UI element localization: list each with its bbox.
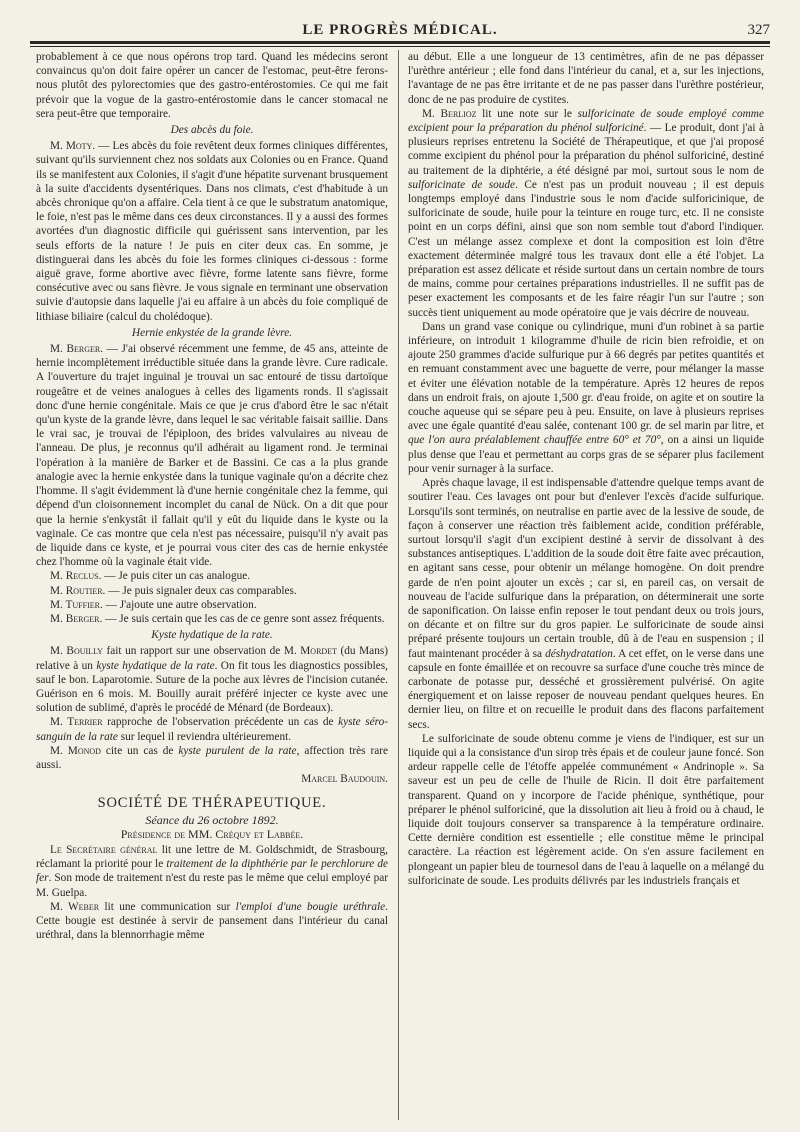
- paragraph: [408, 476, 764, 732]
- header-rule-thick: [30, 41, 770, 44]
- italic-text: que l'on aura préalablement chauffée entre 60° et 70°: [408, 434, 661, 447]
- paragraph-text: . On fit tous les diagnostics possibles, sauf le bon. Laparotomie. Suture de la poche aux lèvres de l'incision cutanée. Guérison en 6 mois. M. Bouilly aurait préféré injecter ce kyste avec une solution de sublimé, d'après le procédé de Ménard (de Bordeaux).: [36, 659, 388, 715]
- paragraph-text: — Je puis citer un cas analogue.: [101, 570, 251, 583]
- italic-text: kyste séro-sanguin de la rate: [36, 716, 388, 743]
- paragraph: Le sulforicinate de soude obtenu comme je viens de l'indiquer, est sur un liquide qui a la consistance d'un sirop très épais et de couleur jaune foncé. Son ardeur rappelle celle de l'étoffe appelée communément « Andrinople ». Sa saveur est un peu de celle de l'huile de Ricin. Il doit être parfaitement transparent. Quand on y incorpore de l'acide phénique, synthétique, pour préparer le phénol sulforiciné, que la dissolution ait lieu à froid ou à chaud, le liquide doit toujours conserver sa transparence à la température ordinaire. Cette dernière condition est essentielle ; elle constitue même le principal caractère. La réaction est légèrement acide. On s'en assure facilement en plongeant un papier bleu de tournesol dans de l'eau à laquelle on a mélangé du sulforicinate de soude. Les produits délivrés par les industriels français et: [408, 732, 764, 887]
- italic-text: sulforicinate de soude employé comme excipient pour la préparation du phénol sulforiciné: [408, 107, 764, 135]
- paragraph-text: sur lequel il reviendra ultérieurement.: [117, 730, 292, 743]
- speaker-name: M. Monod: [50, 744, 101, 757]
- paragraph-text: lit une communication sur: [99, 900, 236, 913]
- italic-text: traitement de la diphthérie par le perchlorure de fer: [36, 858, 388, 885]
- speaker-name: M. Terrier: [50, 716, 103, 729]
- speaker-name: M. Berlioz: [422, 107, 477, 120]
- paragraph: [408, 320, 764, 476]
- speaker-name: Le Secrétaire général: [50, 843, 158, 856]
- italic-text: déshydratation: [545, 647, 613, 660]
- paragraph-text: . — Le produit, dont j'ai à plusieurs reprises entretenu la Société de Thérapeutique, et que j'ai proposé comme excipient du phénol pour la préparation du phénol sulforiciné, destiné au traitement de la diphtérie, a été désigné par moi, surtout sous le nom de: [408, 122, 764, 177]
- paragraph-text: cite un cas de: [100, 744, 179, 757]
- speaker-name: M. Berger.: [50, 343, 104, 356]
- paragraph: probablement à ce que nous opérons trop tard. Quand les médecins seront convaincus qu'on doit faire opérer un cancer de l'estomac, peut-être ferons-nous plutôt des pylorectomies que des gastro-entérostomies. Ce qui me fait prévoir que la vogue de la gastro-entérostomie dans le cancer stomacal ne sera peut-être que temporaire.: [36, 51, 388, 120]
- paragraph-text: . Son mode de traitement n'est du reste pas le même que celui employé par M. Guelpa.: [36, 872, 388, 899]
- speaker-name: M. Tuffier.: [50, 598, 103, 611]
- italic-text: sulforicinate de soude: [408, 178, 516, 191]
- paragraph: [36, 598, 388, 612]
- section-subtitle: Kyste hydatique de la rate.: [151, 629, 273, 642]
- section-subtitle: Hernie enkystée de la grande lèvre.: [131, 326, 293, 339]
- speaker-name: M. Reclus.: [50, 570, 102, 583]
- paragraph: [36, 900, 388, 943]
- presidency-line: Présidence de MM. Créquy et Labbée.: [120, 826, 304, 841]
- paragraph: [36, 644, 388, 715]
- paragraph: [36, 715, 388, 743]
- paragraph: [36, 843, 388, 900]
- paragraph-text: . Cette bougie est destinée à servir de pansement dans l'intérieur du canal uréthral, dans la blennorrhagie même: [36, 900, 388, 942]
- header-rule-thin: [30, 46, 770, 47]
- page-number: 327: [747, 22, 770, 38]
- paragraph-text: lit une note sur le: [476, 107, 578, 120]
- paragraph-text: rapproche de l'observation précédente un cas de: [102, 716, 339, 729]
- paragraph: [36, 342, 388, 569]
- running-title: LE PROGRÈS MÉDICAL.: [302, 22, 498, 38]
- author-signature: Marcel Baudouin.: [301, 773, 388, 786]
- paragraph-text: , affection très rare aussi.: [36, 744, 388, 771]
- section-subtitle: Des abcès du foie.: [170, 124, 254, 137]
- speaker-name: M. Mordet: [283, 645, 337, 658]
- society-title: SOCIÉTÉ DE THÉRAPEUTIQUE.: [97, 795, 327, 812]
- paragraph-text: — J'ai observé récemment une femme, de 45 ans, atteinte de hernie incomplètement irréductible située dans la grande lèvre. Cure radicale. A l'ouverture du trajet inguinal je trouvai un sac entouré de tissu dartoïque rougeâtre et de veines analogues à celles des ligaments ronds. Il s'agissait donc d'une hernie congénitale. Mais ce que je crus d'abord être le sac n'était qu'un kyste de la grande lèvre, dans lequel le sac véritable faisait saillie. Dans le vrai sac, je trouvai de l'épiploon, des brides valvulaires au niveau de l'anneau. De plus, je reconnus qu'il adhérait au ligament rond. Je terminai l'opération à la manière de Barker et de Bassini. Ce cas a la plus grande analogie avec la hernie enkystée dans la tunique vaginale qu'on a décrite chez l'homme. Il s'agit évidemment là d'une hernie congénitale chez la femme, qui dépend d'un cloisonnement incomplet du canal de Nück. On a dit que pour que la hernie s'enkystât il fallait qu'il y eût du liquide dans le kyste ou la vaginale. Ce cas montre que cela n'est pas nécessaire, puisqu'il n'y avait pas de liquide dans ce kyste, et je pourrai vous citer des cas de hernie enkystée chez l'homme où la vaginale était vide.: [36, 343, 388, 569]
- paragraph: [408, 107, 764, 320]
- italic-text: l'emploi d'une bougie uréthrale: [235, 900, 386, 913]
- paragraph-text: (du Mans) relative à un: [36, 645, 388, 672]
- paragraph-text: — J'ajoute une autre observation.: [102, 598, 257, 611]
- paragraph-text: — Je puis signaler deux cas comparables.: [105, 584, 297, 597]
- paragraph: [36, 139, 388, 324]
- speaker-name: M. Routier.: [50, 584, 106, 597]
- paragraph-text: . Ce n'est pas un produit nouveau ; il est depuis longtemps employé dans l'industrie sous le nom d'acide sulforicinique, de sulforicinate de soude, huile pour la teinture en rouge turc, etc. Il ne consiste point en un corps défini, ainsi que son nom semble tout d'abord l'indiquer. C'est un mélange assez complexe et dont la composition est loin d'être exactement déterminée malgré tous les travaux dont elle a été l'objet. La préparation est assez délicate et réside surtout dans un certain nombre de tours de mains, comme pour certaines préparations industrielles. Il ne suffit pas de peser exactement les composants et de les faire réagir l'un sur l'autre ; son succès tient uniquement au mode opératoire que je vais décrire de nouveau.: [408, 178, 764, 319]
- paragraph-text: — Les abcès du foie revêtent deux formes cliniques différentes, suivant qu'ils surviennent chez nos soldats aux Colonies ou en France. Quand ils se manifestent aux Colonies, il s'agit d'une hépatite survenant brusquement à la suite d'accidents dysentériques. Dans nos climats, c'est d'habitude à un abcès chronique qu'on a affaire. Cela tient à ce que le substratum anatomique, le foie, n'est pas le même dans ces deux circonstances. Il y a aussi des formes avortées d'un diagnostic difficile qui guérissent sans intervention, par les seuls efforts de la nature ! Je puis en citer deux cas. En somme, je distinguerai dans les abcès du foie les formes cliniques ci-dessous : forme aiguë grave, forme abortive avec fièvre, forme latente sans fièvre, forme consécutive avec ou sans fièvre. Je vous signale en terminant une observation suivie d'autopsie dans laquelle j'ai eu affaire à un abcès du foie compliqué de lithiase biliaire (calcul du cholédoque).: [36, 140, 388, 323]
- paragraph-text: Dans un grand vase conique ou cylindrique, muni d'un robinet à sa partie inférieure, on introduit 1 kilogramme d'huile de ricin bien refroidie, et on ajoute 250 grammes d'acide sulfurique pur à 66 degrés par petites quantités et en remuant constamment avec une baguette de verre, pour mélanger la masse et éviter une élévation notable de la température. Après 12 heures de repos dans un endroit frais, on ajoute 1,500 gr. d'eau froide, on agite et on soutire la couche aqueuse qui se sépare peu à peu. Ensuite, on lave à plusieurs reprises avec une égale quantité d'eau salée, contenant 100 gr. de sel marin par litre, et: [408, 320, 764, 433]
- paragraph: [36, 584, 388, 598]
- speaker-name: M. Berger.: [50, 612, 103, 625]
- speaker-name: M. Weber: [50, 900, 100, 913]
- speaker-name: M. Bouilly: [50, 645, 103, 658]
- paragraph-text: . A cet effet, on le verse dans une capsule en fonte émaillée et on recouvre sa surface d'une couche très mince de carbonate de potasse pur, desséché et grossièrement pulvérisé. On agite énergiquement et on laisse reposer de nouveau pendant quelques heures. En dernier lieu, on filtre et on recueille le produit dans des flacons parfaitement secs.: [408, 647, 764, 731]
- paragraph: au début. Elle a une longueur de 13 centimètres, afin de ne pas dépasser l'urèthre antérieur ; elle fond dans l'intérieur du canal, et a, sur les injections, l'avantage de ne pas être irritante et de ne pas passer dans l'urèthre postérieur, donc de ne pas produire de cystites.: [408, 51, 764, 106]
- italic-text: kyste purulent de la rate: [178, 744, 297, 757]
- speaker-name: M. Moty.: [50, 140, 96, 153]
- italic-text: kyste hydatique de la rate: [96, 659, 215, 672]
- paragraph: [36, 612, 388, 626]
- paragraph-text: , on a ainsi un liquide plus dense que l'eau et permettant au corps gras de se séparer plus facilement pour venir surnager à la surface.: [408, 434, 764, 475]
- right-column: [408, 50, 764, 1120]
- paragraph-text: fait un rapport sur une observation de: [102, 645, 284, 658]
- session-date: Séance du 26 octobre 1892.: [145, 812, 279, 827]
- paragraph: [36, 569, 388, 583]
- left-column: [36, 50, 388, 1120]
- column-divider: [398, 50, 399, 1120]
- paragraph: [36, 744, 388, 772]
- paragraph-text: lit une lettre de M. Goldschmidt, de Strasbourg, réclamant la priorité pour le: [36, 843, 388, 871]
- paragraph-text: — Je suis certain que les cas de ce genre sont assez fréquents.: [102, 612, 385, 625]
- paragraph-text: Après chaque lavage, il est indispensable d'attendre quelque temps avant de soutirer l'eau. Ces lavages ont pour but d'enlever l'excès d'acide sulfurique. Lorsqu'ils sont terminés, on neutralise en partie avec de la lessive de soude, de façon à conserver une réaction très faiblement acide, condition préférable, surtout lorsqu'il s'agit d'un excipient destiné à servir de dissolvant à des substances antiseptiques. L'addition de la soude doit être faite avec précaution, en agitant sans cesse, pour obtenir un mélange homogène. On doit prendre garde de n'en point ajouter un excès ; car si, en pareil cas, on versait de nouveau de l'acide sulfurique dans la préparation, on déterminerait une sorte de saponification. On laisse enfin reposer le tout pendant deux ou trois jours, on décante et on filtre sur du gros papier. Le sulforicinate de soude ainsi préparé présente toujours un certain trouble, dû à de l'eau en suspension ; il faut maintenant procéder à sa: [408, 477, 764, 660]
